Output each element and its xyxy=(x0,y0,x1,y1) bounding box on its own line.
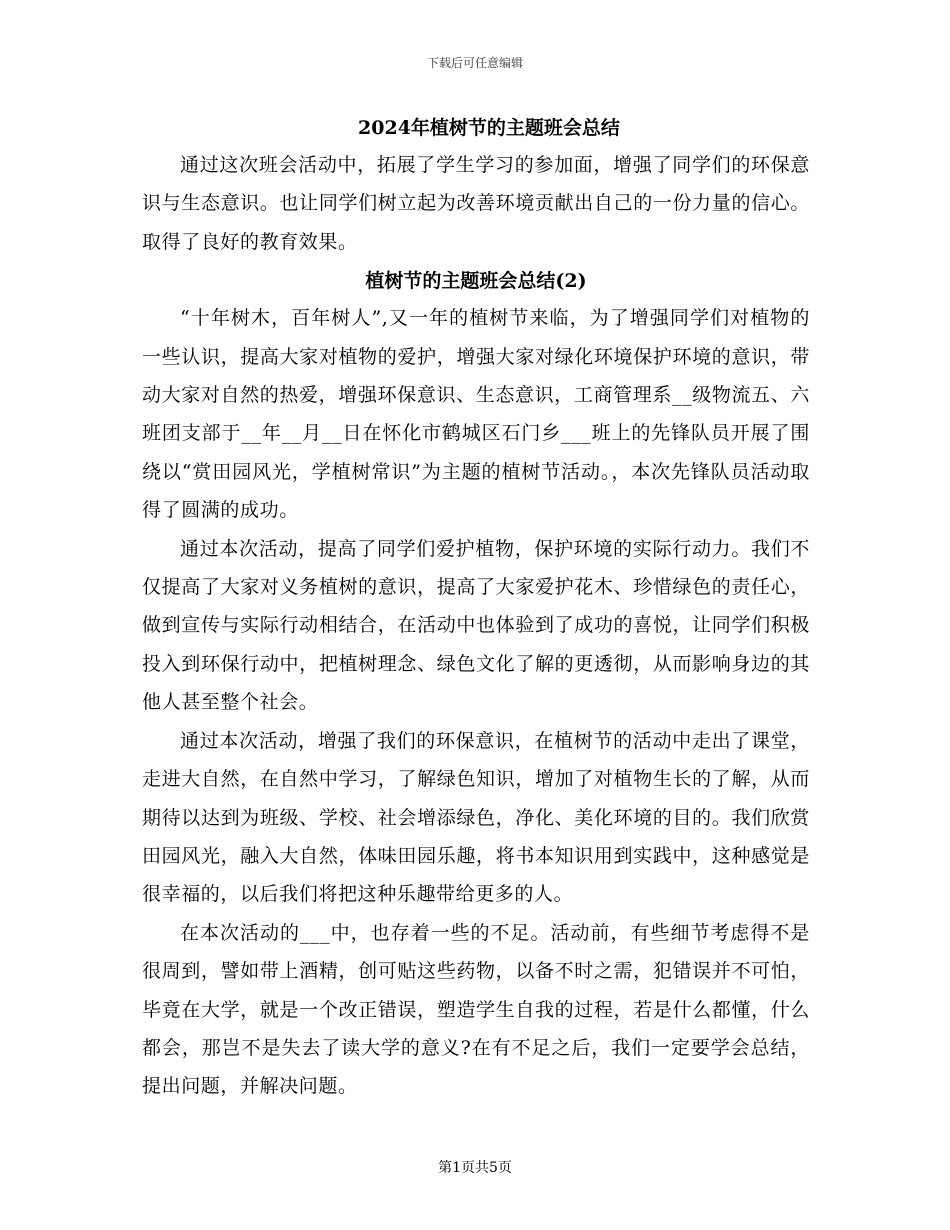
page-number: 第1页共5页 xyxy=(438,1160,512,1176)
paragraph: “十年树木，百年树人”,又一年的植树节来临，为了增强同学们对植物的一些认识，提高大家对植物的爱护，增强大家对绿化环境保护环境的意识，带动大家对自然的热爱，增强环保意识、生态意识，工商管理系__级物流五、六班团支部于__年__月__日在怀化市鹤城区石门乡___班上的先锋队员开展了围绕以“赏田园风光，学植树常识”为主题的植树节活动。，本次先锋队员活动取得了圆满的成功。 xyxy=(142,307,810,522)
document-body xyxy=(142,110,810,1106)
paragraph: 通过本次活动，增强了我们的环保意识，在植树节的活动中走出了课堂，走进大自然，在自然中学习，了解绿色知识，增加了对植物生长的了解，从而期待以达到为班级、学校、社会增添绿色，净化、美化环境的目的。我们欣赏田园风光，融入大自然，体味田园乐趣，将书本知识用到实践中，这种感觉是很幸福的，以后我们将把这种乐趣带给更多的人。 xyxy=(142,729,810,906)
section-title: 2024年植树节的主题班会总结 xyxy=(358,117,620,139)
header-note: 下载后可任意编辑 xyxy=(426,56,523,70)
section-title: 植树节的主题班会总结(2) xyxy=(365,270,587,293)
paragraph: 在本次活动的___中，也存着一些的不足。活动前，有些细节考虑得不是很周到，譬如带上酒精，创可贴这些药物，以备不时之需，犯错误并不可怕，毕竟在大学，就是一个改正错误，塑造学生自我的过程，若是什么都懂，什么都会，那岂不是失去了读大学的意义?在有不足之后，我们一定要学会总结，提出问题，并解决问题。 xyxy=(142,921,810,1098)
paragraph: 通过这次班会活动中，拓展了学生学习的参加面，增强了同学们的环保意识与生态意识。也让同学们树立起为改善环境贡献出自己的一份力量的信心。取得了良好的教育效果。 xyxy=(142,154,810,253)
paragraph: 通过本次活动，提高了同学们爱护植物，保护环境的实际行动力。我们不仅提高了大家对义务植树的意识，提高了大家爱护花木、珍惜绿色的责任心，做到宣传与实际行动相结合，在活动中也体验到了成功的喜悦，让同学们积极投入到环保行动中，把植树理念、绿色文化了解的更透彻，从而影响身边的其他人甚至整个社会。 xyxy=(142,537,810,714)
